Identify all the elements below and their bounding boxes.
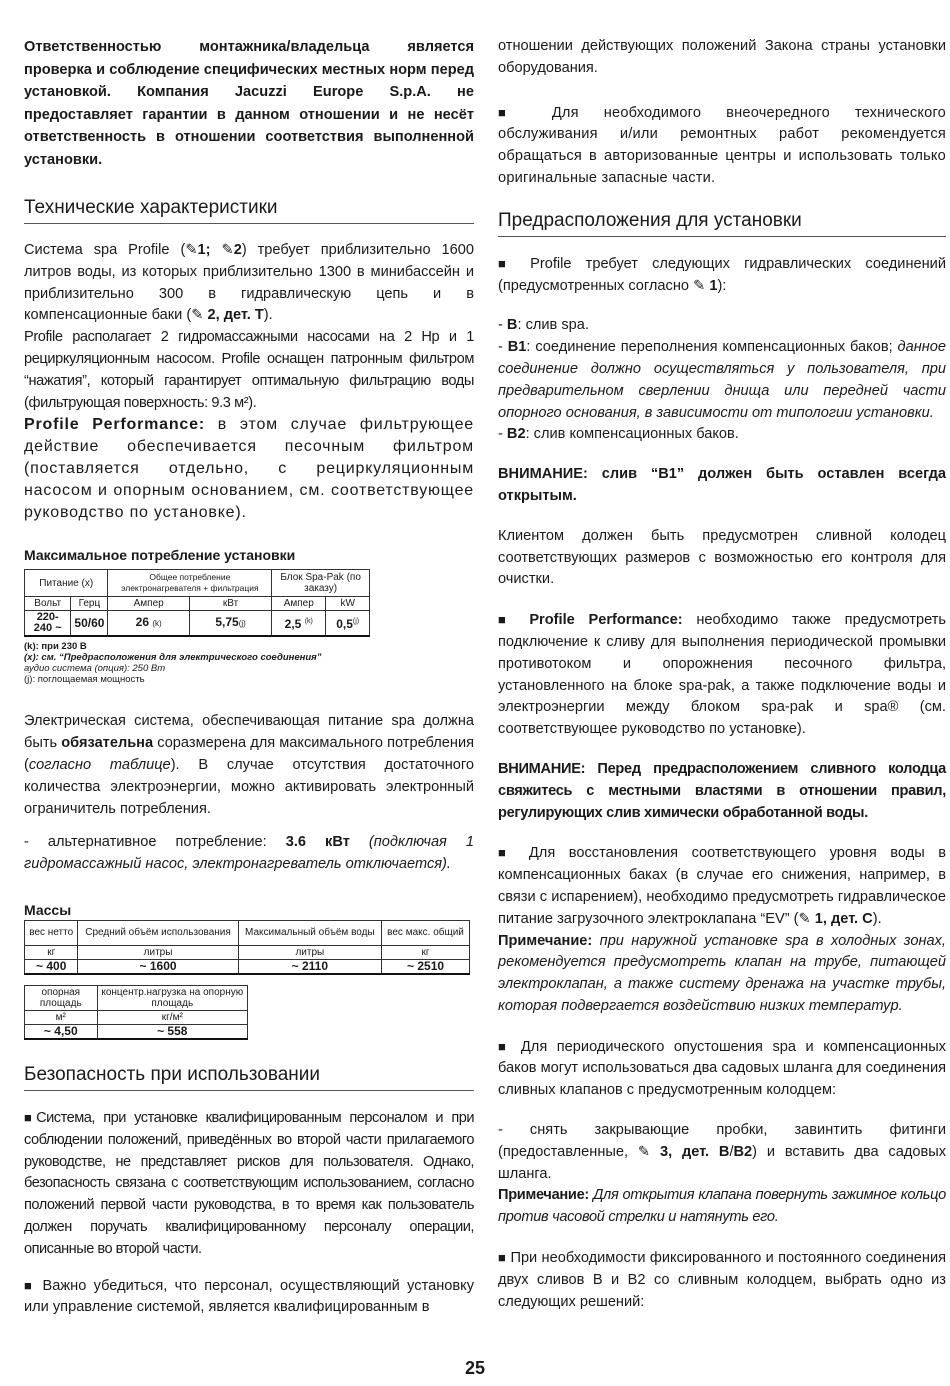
- square-bullet-icon: ■: [498, 255, 516, 271]
- item-b1: - B1: соединение переполнения компенсационных баков; данное соединение должно осуществляться у пользователя, при предварительном сверлении днища или передней части опорного основания, в зависимости от типологии установки.: [498, 339, 946, 421]
- heading-mass: Массы: [24, 901, 72, 918]
- power-notes: (k): при 230 В (x): см. “Предрасположения для электрического соединения” аудио система (опция): 250 Вт (j): поглощаемая мощность: [24, 641, 322, 686]
- pencil-icon: ✎: [693, 277, 706, 294]
- performance-paragraph: ■ Profile Performance: необходимо также предусмотреть подключение к сливу для выполнения периодической промывки противотоком и опорожнения песочного фильтра, установленного на блоке spa-pak, а также подключение воды и электроэнергии между блоком spa-pak и spa® (см. соответствующее руководство по установке).: [498, 612, 946, 738]
- heading-safety: Безопасность при использовании: [24, 1064, 474, 1091]
- square-bullet-icon: ■: [498, 612, 516, 628]
- tech-paragraph-2: Profile располагает 2 гидромассажными насосами на 2 Hp и 1 рециркуляционным насосом. Profile оснащен патронным фильтром “нажатия”, который гарантирует оптимальную фильтрацию воды (фильтрующая поверхность: 9.3 м²).: [24, 329, 474, 411]
- square-bullet-icon: ■: [498, 104, 527, 120]
- area-table: опорная площадь концентр.нагрузка на опорную площадь м² кг/м² ~ 4,50 ~ 558: [24, 985, 248, 1040]
- pencil-icon: ✎: [798, 910, 811, 927]
- item-b2: - B2: слив компенсационных баков.: [498, 426, 739, 443]
- pencil-icon: ✎: [637, 1143, 651, 1160]
- restore-paragraph: ■ Для восстановления соответствующего уровня воды в компенсационных баках (в случае его снижения, например, в связи с испарением), необходимо предусмотреть гидравлическое питание загрузочного электроклапана “EV” (✎ 1, дет. C).: [498, 845, 947, 927]
- square-bullet-icon: ■: [24, 1109, 37, 1125]
- prep-paragraph: ■ Profile требует следующих гидравлических соединений (предусмотренных согласно ✎ 1):: [498, 255, 946, 294]
- item-b: - B: слив spa.: [498, 317, 589, 334]
- note-1: Примечание: при наружной установке spa в холодных зонах, рекомендуется предусмотреть клапан на трубе, питающей электроклапан, а также систему дренажа на участке трубы, которая подвергается воздействию низких температур.: [498, 932, 946, 1014]
- warning-1: ВНИМАНИЕ: слив “B1” должен быть оставлен всегда открытым.: [498, 466, 946, 504]
- mass-table: вес нетто Средний объём использования Максимальный объём воды вес макс. общий кг литры литры кг ~ 400 ~ 1600 ~ 2110 ~ 2510: [24, 920, 470, 975]
- amp2-value-cell: 2,5 $^{(k)}$: [272, 611, 326, 637]
- tech-paragraph-3: Profile Performance: в этом случае фильтрующее действие обеспечивается песочным фильтром (поставляется отдельно, с рециркуляционным насосом и опорным основанием, см. соответствующее руководство по установке).: [24, 416, 474, 521]
- pencil-icon: ✎: [221, 242, 234, 258]
- right-column: [498, 36, 946, 1313]
- heading-power: Максимальное потребление установки: [24, 547, 296, 564]
- caps-paragraph: - снять закрывающие пробки, завинтить фитинги (предоставленные, ✎ 3, дет. B/B2) и вставить два садовых шланга.: [498, 1122, 946, 1182]
- pencil-icon: ✎: [185, 242, 198, 258]
- left-column: [24, 36, 474, 1319]
- electric-paragraph: Электрическая система, обеспечивающая питание spa должна быть обязательна соразмерена для максимального потребления (согласно таблице). В случае отсутствия достаточного количества электроэнергии, можно активировать электронный ограничитель потребления.: [24, 713, 474, 817]
- continuation-paragraph: отношении действующих положений Закона страны установки оборудования.: [498, 38, 946, 76]
- warning-2: ВНИМАНИЕ: Перед предрасположением сливного колодца свяжитесь с местными властями в отношении правил, регулирующих слив химически обработанной воды.: [498, 760, 946, 821]
- intro-paragraph: Ответственностью монтажника/владельца является проверка и соблюдение специфических местных норм перед установкой. Компания Jacuzzi Europe S.p.A. не предоставляет гарантии в данном отношении и не несёт ответственность в отношении соответствия выполненной установки.: [24, 39, 474, 168]
- safety-paragraph-2: ■ Важно убедиться, что персонал, осуществляющий установку или управление системой, является квалифицированным в: [24, 1277, 474, 1316]
- note-2: Примечание: Для открытия клапана повернуть зажимное кольцо против часовой стрелки и натянуть его.: [498, 1187, 946, 1226]
- square-bullet-icon: ■: [24, 1277, 36, 1293]
- heading-tech: Технические характеристики: [24, 197, 474, 224]
- square-bullet-icon: ■: [498, 1250, 507, 1266]
- empty-paragraph: ■ Для периодического опустошения spa и компенсационных баков могут использоваться два садовых шланга для соединения сливных клапанов с предусмотренным колодцем:: [498, 1038, 946, 1099]
- square-bullet-icon: ■: [498, 1038, 512, 1054]
- client-paragraph: Клиентом должен быть предусмотрен сливной колодец соответствующих размеров с возможностью его контроля для очистки.: [498, 527, 946, 588]
- pencil-icon: ✎: [191, 307, 204, 324]
- power-table: Питание (x) Общее потребление электронагревателя + фильтрация Блок Spa-Pak (по заказу) Вольт Герц Ампер кВт Ампер kW 220-240 ~ 50/60 26 (k) 5,75(j) 2,5 $^{(k)}$ 0,5$^{(j)}$: [24, 569, 370, 637]
- safety-paragraph-1: ■Система, при установке квалифицированным персоналом и при соблюдении положений, приведённых во второй части прилагаемого руководстве, не представляет рисков для пользователя. Однако, безопасность связана с соответствующим использованием, согласно положений первой части руководства, в то время как пользователь должен поручать квалифицированному персоналу операции, описанные во второй части.: [24, 1109, 474, 1257]
- service-paragraph: ■ Для необходимого внеочередного технического обслуживания и/или ремонтных работ рекомендуется обращаться в авторизованные центры и использовать только оригинальные запасные части.: [498, 104, 946, 186]
- alt-consumption: - альтернативное потребление: 3.6 кВт (подключая 1 гидромассажный насос, электронагреватель отключается).: [24, 834, 475, 873]
- square-bullet-icon: ■: [498, 845, 516, 861]
- tech-paragraph-1: Система spa Profile (✎1; ✎2) требует приблизительно 1600 литров воды, из которых приблизительно 1300 в минибассейн и приблизительно 300 в гидравлическую цепь и в компенсационные баки (✎ 2, дет. T).: [24, 242, 474, 324]
- page-number: 25: [464, 1358, 486, 1378]
- amp-value-cell: 26 (k): [108, 611, 189, 637]
- heading-prep: Предрасположения для установки: [498, 210, 946, 237]
- fixed-paragraph: ■ При необходимости фиксированного и постоянного соединения двух сливов B и B2 со сливным колодцем, выбрать одно из следующих решений:: [498, 1250, 946, 1310]
- kw-value-cell: 5,75(j): [189, 611, 271, 637]
- kw2-value-cell: 0,5$^{(j)}$: [326, 611, 370, 637]
